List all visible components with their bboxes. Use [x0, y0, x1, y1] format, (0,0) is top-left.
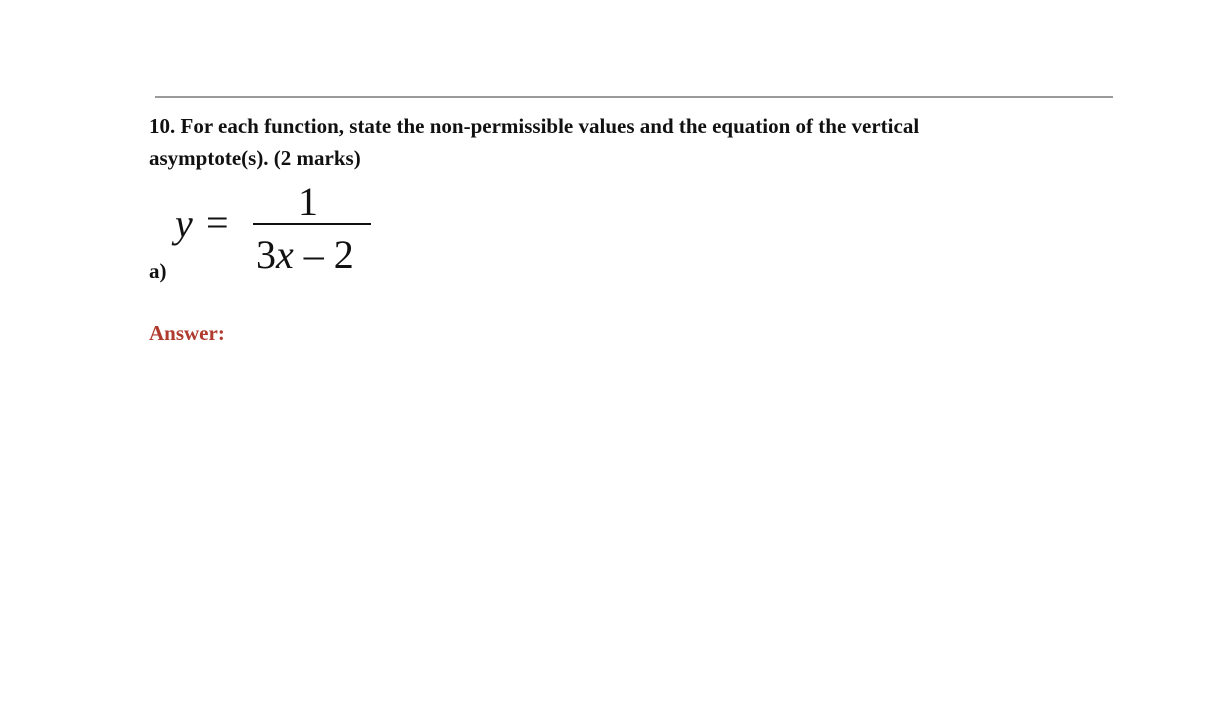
part-a-label: a) — [149, 259, 167, 283]
fraction-bar — [253, 223, 371, 225]
denominator-constant: – 2 — [293, 232, 354, 277]
answer-label: Answer: — [149, 321, 225, 345]
denominator-coefficient: 3 — [256, 232, 276, 277]
rational-function-equation — [170, 180, 390, 280]
fraction-denominator — [256, 233, 354, 277]
fraction-numerator: 1 — [298, 179, 318, 224]
equals-sign: = — [206, 200, 229, 245]
equation-lhs-variable: y — [175, 201, 193, 246]
question-line-2: asymptote(s). (2 marks) — [149, 146, 361, 170]
horizontal-divider — [155, 96, 1113, 98]
question-line-1: 10. For each function, state the non-permissible values and the equation of the vertical — [149, 114, 920, 138]
question-text — [149, 110, 1029, 174]
denominator-variable: x — [276, 232, 294, 277]
